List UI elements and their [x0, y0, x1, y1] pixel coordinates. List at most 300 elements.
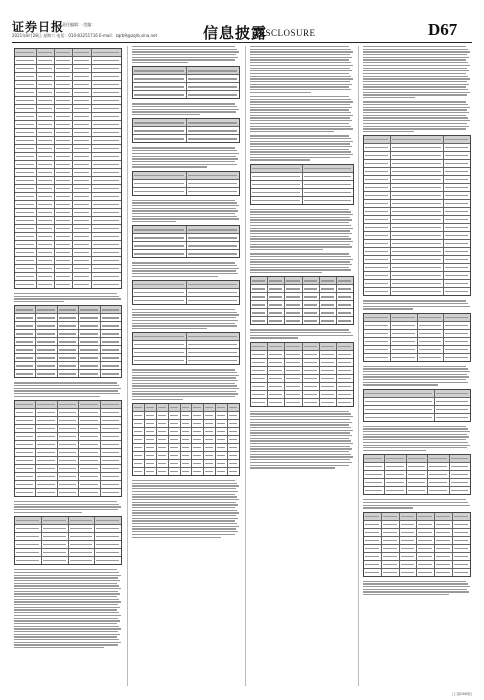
text-paragraph — [14, 293, 122, 302]
table-cell — [36, 346, 57, 353]
table-cell — [145, 468, 157, 475]
table-cell — [58, 433, 79, 440]
table-cell — [251, 375, 268, 382]
table-cell — [37, 81, 54, 88]
text-line — [250, 467, 335, 468]
text-line — [14, 396, 100, 397]
table-cell — [364, 232, 391, 239]
table-row — [364, 248, 470, 256]
table-cell — [79, 306, 100, 313]
text-line — [363, 308, 413, 309]
table-cell — [55, 185, 74, 192]
table-cell — [69, 557, 96, 564]
text-line — [363, 594, 449, 595]
text-line — [250, 96, 349, 97]
table-cell — [417, 545, 435, 552]
text-line — [14, 636, 117, 637]
text-line — [250, 214, 353, 215]
table-cell — [79, 449, 100, 456]
table-cell — [37, 209, 54, 216]
table-cell — [364, 192, 391, 199]
table-cell — [418, 322, 445, 329]
table-cell — [55, 49, 74, 56]
table-cell — [435, 398, 470, 405]
text-line — [132, 480, 235, 481]
data-table — [132, 403, 240, 476]
text-line — [132, 377, 236, 378]
table-cell — [79, 370, 100, 377]
text-paragraph — [363, 101, 471, 132]
table-cell — [73, 49, 92, 56]
table-cell — [15, 217, 37, 224]
table-cell — [15, 81, 37, 88]
text-line — [250, 86, 349, 87]
table-cell — [435, 529, 453, 536]
table-cell — [364, 414, 435, 421]
table-cell — [364, 561, 382, 568]
text-line — [250, 131, 334, 132]
text-line — [250, 101, 353, 102]
text-line — [132, 323, 235, 324]
table-cell — [337, 301, 353, 308]
table-row — [133, 188, 239, 195]
table-row — [364, 338, 470, 346]
table-cell — [55, 81, 74, 88]
table-cell — [337, 391, 353, 398]
table-cell — [251, 293, 268, 300]
table-cell — [364, 545, 382, 552]
table-cell — [73, 169, 92, 176]
table-cell — [216, 420, 228, 427]
text-line — [14, 506, 121, 507]
table-cell — [251, 285, 268, 292]
table-cell — [37, 249, 54, 256]
data-table — [363, 512, 471, 577]
table-cell — [181, 436, 193, 443]
table-cell — [187, 333, 240, 340]
dateline: 2021年8月28日 星期六 电话：010-83251716 E-mail：zqrb9@zqrb.sina.net — [12, 33, 158, 38]
text-line — [363, 76, 468, 77]
text-line — [14, 577, 118, 578]
text-line — [132, 485, 239, 486]
table-cell — [55, 137, 74, 144]
table-cell — [385, 479, 406, 486]
table-cell — [337, 277, 353, 284]
table-row — [15, 129, 121, 137]
text-paragraph — [250, 253, 354, 273]
table-cell — [15, 473, 36, 480]
table-cell — [101, 354, 121, 361]
text-line — [363, 374, 467, 375]
text-line — [132, 103, 235, 104]
table-cell — [15, 185, 37, 192]
text-line — [250, 89, 351, 90]
table-cell — [73, 97, 92, 104]
text-line — [250, 84, 352, 85]
text-line — [363, 300, 466, 301]
table-cell — [216, 412, 228, 419]
column-4 — [363, 46, 471, 686]
table-cell — [385, 463, 406, 470]
text-paragraph — [250, 135, 354, 160]
table-cell — [337, 285, 353, 292]
table-cell — [79, 314, 100, 321]
text-line — [132, 391, 236, 392]
table-row — [133, 333, 239, 341]
text-line — [363, 65, 470, 66]
table-cell — [15, 177, 37, 184]
text-line — [14, 599, 119, 600]
text-line — [14, 604, 118, 605]
table-cell — [36, 354, 57, 361]
table-cell — [417, 537, 435, 544]
table-cell — [15, 425, 36, 432]
text-line — [132, 111, 236, 112]
table-cell — [92, 153, 121, 160]
text-line — [14, 642, 121, 643]
table-cell — [37, 113, 54, 120]
table-cell — [337, 293, 353, 300]
text-line — [132, 276, 218, 277]
text-line — [14, 618, 118, 619]
table-cell — [364, 200, 391, 207]
table-row — [364, 553, 470, 561]
table-cell — [320, 383, 337, 390]
table-row — [15, 549, 121, 557]
text-paragraph — [132, 480, 240, 538]
table-cell — [58, 473, 79, 480]
table-cell — [407, 487, 428, 494]
table-cell — [42, 533, 69, 540]
text-line — [132, 150, 237, 151]
text-line — [363, 86, 466, 87]
text-line — [250, 416, 353, 417]
table-cell — [169, 460, 181, 467]
table-cell — [55, 193, 74, 200]
table-cell — [400, 537, 418, 544]
table-row — [15, 121, 121, 129]
text-line — [132, 114, 200, 115]
masthead — [0, 0, 484, 44]
table-cell — [101, 449, 121, 456]
text-line — [363, 94, 467, 95]
text-line — [132, 483, 237, 484]
text-line — [132, 372, 237, 373]
table-cell — [169, 412, 181, 419]
text-line — [14, 623, 117, 624]
table-cell — [42, 549, 69, 556]
table-row — [15, 209, 121, 217]
table-cell — [428, 479, 449, 486]
text-paragraph — [132, 46, 240, 63]
table-cell — [228, 412, 239, 419]
table-cell — [92, 257, 121, 264]
table-cell — [268, 399, 285, 406]
table-cell — [453, 569, 470, 576]
table-cell — [187, 188, 240, 195]
text-line — [132, 507, 235, 508]
table-cell — [428, 463, 449, 470]
table-cell — [391, 248, 444, 255]
text-line — [14, 382, 117, 383]
table-cell — [145, 420, 157, 427]
table-cell — [435, 561, 453, 568]
table-cell — [444, 136, 470, 143]
text-line — [250, 272, 322, 273]
table-cell — [92, 81, 121, 88]
table-cell — [37, 281, 54, 288]
table-cell — [37, 225, 54, 232]
text-line — [14, 572, 119, 573]
table-cell — [55, 201, 74, 208]
table-cell — [55, 97, 74, 104]
table-cell — [364, 184, 391, 191]
table-cell — [15, 517, 42, 524]
table-cell — [400, 569, 418, 576]
table-cell — [133, 234, 187, 241]
table-cell — [73, 217, 92, 224]
table-cell — [187, 250, 240, 257]
column-1 — [14, 46, 122, 686]
text-line — [132, 494, 235, 495]
table-row — [15, 338, 121, 346]
text-line — [250, 422, 352, 423]
table-cell — [251, 343, 268, 350]
table-cell — [133, 250, 187, 257]
table-cell — [453, 561, 470, 568]
table-cell — [187, 67, 240, 74]
table-row — [251, 293, 353, 301]
text-line — [14, 385, 119, 386]
table-cell — [364, 144, 391, 151]
text-line — [132, 515, 236, 516]
table-cell — [444, 152, 470, 159]
table-cell — [92, 49, 121, 56]
table-row — [364, 192, 470, 200]
table-cell — [133, 357, 187, 364]
table-cell — [36, 449, 57, 456]
table-row — [15, 449, 121, 457]
text-paragraph — [250, 209, 354, 251]
table-cell — [73, 145, 92, 152]
table-row — [15, 265, 121, 273]
text-line — [363, 450, 426, 451]
text-line — [250, 329, 349, 330]
text-line — [363, 376, 469, 377]
text-line — [250, 109, 349, 110]
table-cell — [73, 81, 92, 88]
text-line — [14, 596, 117, 597]
table-cell — [444, 330, 470, 337]
table-cell — [73, 265, 92, 272]
table-cell — [73, 233, 92, 240]
table-row — [251, 367, 353, 375]
table-cell — [204, 420, 216, 427]
table-cell — [391, 208, 444, 215]
table-cell — [79, 425, 100, 432]
table-row — [15, 433, 121, 441]
table-cell — [37, 105, 54, 112]
table-cell — [37, 265, 54, 272]
table-cell — [453, 545, 470, 552]
table-row — [251, 343, 353, 351]
table-row — [15, 249, 121, 257]
table-cell — [385, 487, 406, 494]
table-cell — [95, 525, 121, 532]
table-row — [251, 309, 353, 317]
text-line — [250, 219, 352, 220]
table-cell — [391, 224, 444, 231]
text-line — [363, 434, 467, 435]
table-cell — [268, 293, 285, 300]
text-line — [132, 57, 238, 58]
table-cell — [169, 468, 181, 475]
table-cell — [444, 216, 470, 223]
table-row — [364, 264, 470, 272]
text-line — [132, 388, 239, 389]
table-cell — [169, 420, 181, 427]
table-row — [15, 417, 121, 425]
text-line — [363, 92, 470, 93]
table-cell — [92, 281, 121, 288]
table-cell — [157, 436, 169, 443]
table-row — [15, 65, 121, 73]
table-cell — [382, 537, 400, 544]
text-line — [363, 59, 466, 60]
table-cell — [385, 455, 406, 462]
table-cell — [55, 257, 74, 264]
table-cell — [364, 521, 382, 528]
text-line — [250, 49, 351, 50]
table-cell — [36, 465, 57, 472]
text-line — [250, 236, 349, 237]
table-cell — [228, 428, 239, 435]
text-line — [250, 68, 350, 69]
text-line — [363, 499, 466, 500]
text-line — [250, 59, 349, 60]
table-row — [15, 557, 121, 564]
table-cell — [303, 165, 354, 172]
table-row — [133, 297, 239, 304]
text-line — [250, 230, 350, 231]
table-cell — [228, 468, 239, 475]
text-line — [363, 54, 467, 55]
table-cell — [37, 201, 54, 208]
table-cell — [391, 200, 444, 207]
table-cell — [364, 264, 391, 271]
text-line — [250, 135, 349, 136]
text-line — [250, 51, 353, 52]
table-cell — [42, 557, 69, 564]
data-table — [132, 171, 240, 196]
table-cell — [101, 473, 121, 480]
text-line — [132, 265, 237, 266]
table-cell — [444, 192, 470, 199]
table-cell — [391, 330, 418, 337]
table-row — [15, 169, 121, 177]
table-row — [364, 529, 470, 537]
table-cell — [37, 129, 54, 136]
table-cell — [79, 354, 100, 361]
table-row — [251, 375, 353, 383]
table-cell — [92, 217, 121, 224]
table-cell — [15, 73, 37, 80]
text-line — [14, 631, 118, 632]
text-line — [250, 454, 351, 455]
table-cell — [15, 441, 36, 448]
table-cell — [417, 513, 435, 520]
table-row — [364, 406, 470, 414]
table-cell — [181, 452, 193, 459]
text-line — [363, 303, 468, 304]
table-cell — [79, 433, 100, 440]
table-cell — [444, 272, 470, 279]
table-cell — [58, 346, 79, 353]
table-cell — [133, 119, 187, 126]
table-cell — [417, 521, 435, 528]
table-row — [15, 541, 121, 549]
table-row — [133, 444, 239, 452]
table-cell — [169, 436, 181, 443]
table-cell — [133, 420, 145, 427]
table-cell — [101, 489, 121, 496]
text-paragraph — [132, 369, 240, 400]
text-line — [14, 615, 121, 616]
text-line — [132, 218, 239, 219]
text-line — [363, 78, 470, 79]
table-cell — [73, 129, 92, 136]
table-cell — [92, 105, 121, 112]
text-line — [363, 128, 466, 129]
table-cell — [303, 309, 320, 316]
data-table — [363, 454, 471, 495]
table-cell — [303, 359, 320, 366]
table-cell — [417, 561, 435, 568]
table-cell — [133, 444, 145, 451]
table-cell — [251, 399, 268, 406]
table-cell — [133, 341, 187, 348]
table-cell — [444, 264, 470, 271]
table-cell — [15, 409, 36, 416]
table-cell — [36, 441, 57, 448]
table-cell — [435, 553, 453, 560]
table-cell — [133, 180, 187, 187]
table-cell — [187, 234, 240, 241]
table-cell — [15, 489, 36, 496]
table-cell — [364, 354, 391, 361]
table-cell — [364, 463, 385, 470]
table-cell — [364, 152, 391, 159]
table-cell — [216, 444, 228, 451]
table-cell — [444, 184, 470, 191]
table-row — [133, 172, 239, 180]
table-cell — [364, 136, 391, 143]
table-cell — [73, 185, 92, 192]
table-cell — [15, 557, 42, 564]
table-cell — [251, 317, 268, 324]
table-cell — [36, 322, 57, 329]
text-line — [250, 438, 349, 439]
text-line — [132, 317, 236, 318]
table-cell — [37, 121, 54, 128]
table-cell — [15, 281, 37, 288]
table-cell — [15, 314, 36, 321]
table-cell — [268, 309, 285, 316]
section-title-english: DISCLOSURE — [255, 28, 316, 38]
text-line — [14, 644, 118, 645]
table-row — [15, 525, 121, 533]
table-cell — [337, 317, 353, 324]
